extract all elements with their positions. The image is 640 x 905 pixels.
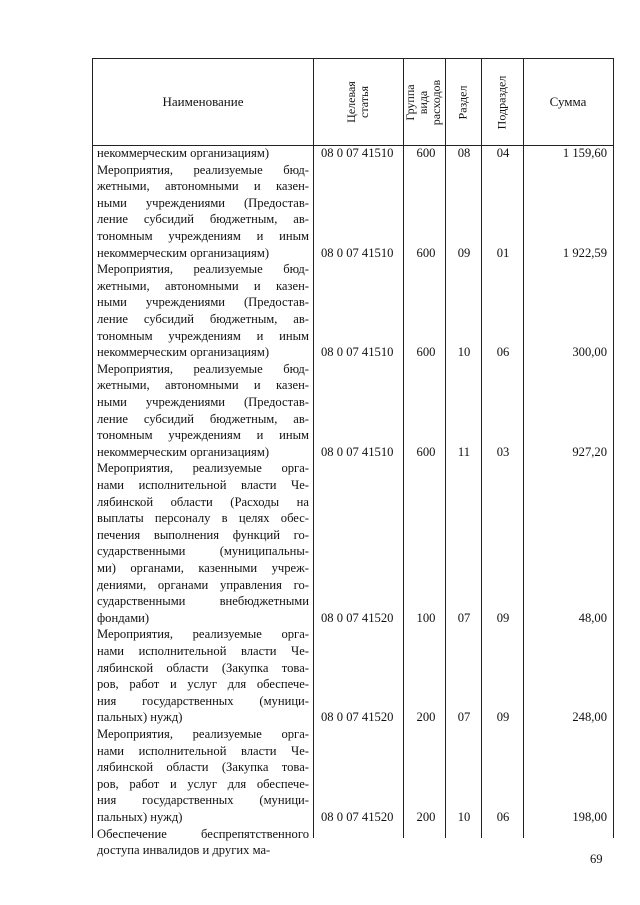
row-target-article: 08 0 07 41510 xyxy=(321,245,394,260)
row-name-line: лябинской области (Закупка това- xyxy=(97,660,309,675)
row-section: 07 xyxy=(457,610,471,625)
row-name-line: печения выполнения функций го- xyxy=(97,527,309,542)
row-amount: 1 922,59 xyxy=(562,245,607,260)
row-name-line: ление субсидий бюджетным, ав- xyxy=(97,411,309,426)
row-section: 10 xyxy=(457,345,471,360)
row-name-line: фондами) xyxy=(97,610,150,625)
row-amount: 248,00 xyxy=(572,710,607,725)
row-name-line: Обеспечение беспрепятственного xyxy=(97,826,309,841)
row-subsection: 06 xyxy=(496,345,510,360)
row-section: 10 xyxy=(457,810,471,824)
row-name-line: ния государственных (муници- xyxy=(97,693,309,708)
row-name-line: некоммерческим организациям) xyxy=(97,245,270,260)
row-name-line: лябинской области (Расходы на xyxy=(97,494,309,509)
row-subsection: 03 xyxy=(496,444,510,459)
header-section-text: Раздел xyxy=(455,85,470,119)
row-name-line: сударственными внебюджетными xyxy=(97,594,309,609)
row-name-line: ление субсидий бюджетным, ав- xyxy=(97,212,309,227)
row-subsection: 06 xyxy=(496,810,510,824)
row-name-line: Мероприятия, реализуемые орга- xyxy=(97,461,309,476)
page-number: 69 xyxy=(590,852,603,866)
row-expense-group: 600 xyxy=(416,345,436,360)
header-target-article xyxy=(313,59,403,145)
row-expense-group: 200 xyxy=(416,810,436,824)
header-subsection xyxy=(481,59,523,145)
row-name-line: Мероприятия, реализуемые бюд- xyxy=(97,162,309,177)
row-amount: 198,00 xyxy=(572,810,607,824)
row-name-line: доступа инвалидов и других ма- xyxy=(97,843,271,858)
row-expense-group: 600 xyxy=(416,444,436,459)
row-name-line: Мероприятия, реализуемые орга- xyxy=(97,627,309,642)
header-target-article-text: Целевая статья xyxy=(344,81,371,123)
row-name-line: нами исполнительной власти Че- xyxy=(97,478,309,492)
row-name-line: Мероприятия, реализуемые орга- xyxy=(97,727,309,741)
row-name-line: сударственными (муниципальны- xyxy=(97,544,309,559)
row-subsection: 09 xyxy=(496,610,510,625)
row-name-line: некоммерческим организациям) xyxy=(97,345,270,360)
row-name-line: некоммерческим организациям) xyxy=(97,444,270,459)
row-name-line: тономным учреждениям и иным xyxy=(97,428,309,443)
row-expense-group: 100 xyxy=(416,610,436,625)
row-target-article: 08 0 07 41520 xyxy=(321,710,394,725)
row-name-line: лябинской области (Закупка това- xyxy=(97,760,309,775)
row-name-line: ров, работ и услуг для обеспече- xyxy=(97,776,309,791)
row-section: 07 xyxy=(457,710,471,725)
row-subsection: 09 xyxy=(496,710,510,725)
header-name: Наименование xyxy=(162,94,244,109)
column-divider xyxy=(481,58,482,838)
header-expense-group-text: Группа вида расходов xyxy=(403,79,444,125)
row-expense-group: 200 xyxy=(416,710,436,725)
row-name-line: нами исполнительной власти Че- xyxy=(97,644,309,658)
row-name-line: ными учреждениями (Предостав- xyxy=(97,395,309,409)
row-name-line: ными учреждениями (Предостав- xyxy=(97,195,309,210)
row-name-line: пальных) нужд) xyxy=(97,810,183,824)
row-name-line: выплаты персоналу в целях обес- xyxy=(97,511,309,526)
row-section: 08 xyxy=(457,146,471,160)
row-name-line: тономным учреждениям и иным xyxy=(97,328,309,343)
row-name-line: ми) органами, казенными учреж- xyxy=(97,561,309,575)
row-expense-group: 600 xyxy=(416,146,436,160)
row-name-line: Мероприятия, реализуемые бюд- xyxy=(97,262,309,277)
row-target-article: 08 0 07 41510 xyxy=(321,345,394,360)
row-section: 09 xyxy=(457,245,471,260)
row-name-line: ными учреждениями (Предостав- xyxy=(97,295,309,310)
row-name-line: ров, работ и услуг для обеспече- xyxy=(97,677,309,692)
header-amount: Сумма xyxy=(549,94,587,109)
row-target-article: 08 0 07 41520 xyxy=(321,610,394,625)
row-name-line: некоммерческим организациям) xyxy=(97,146,270,160)
row-name-line: тономным учреждениям и иным xyxy=(97,229,309,243)
row-name-line: пальных) нужд) xyxy=(97,710,183,725)
row-name-line: жетными, автономными и казен- xyxy=(97,378,309,393)
row-name-line: ление субсидий бюджетным, ав- xyxy=(97,312,309,326)
column-divider xyxy=(403,58,404,838)
row-amount: 927,20 xyxy=(572,444,607,459)
column-divider xyxy=(523,58,524,838)
table-header xyxy=(93,58,613,146)
row-expense-group: 600 xyxy=(416,245,436,260)
row-subsection: 04 xyxy=(496,146,510,160)
row-target-article: 08 0 07 41510 xyxy=(321,146,394,160)
row-target-article: 08 0 07 41510 xyxy=(321,444,394,459)
row-name-line: дениями, органами управления го- xyxy=(97,577,309,592)
column-divider xyxy=(313,58,314,838)
header-expense-group xyxy=(403,59,445,145)
row-name-line: ния государственных (муници- xyxy=(97,793,309,808)
row-name-line: жетными, автономными и казен- xyxy=(97,278,309,293)
row-name-line: Мероприятия, реализуемые бюд- xyxy=(97,361,309,376)
row-target-article: 08 0 07 41520 xyxy=(321,810,394,824)
row-section: 11 xyxy=(457,444,471,459)
row-subsection: 01 xyxy=(496,245,510,260)
row-amount: 1 159,60 xyxy=(562,146,607,160)
header-subsection-text: Подраздел xyxy=(494,75,509,129)
budget-table xyxy=(92,58,614,858)
header-section xyxy=(445,59,481,145)
row-name-line: нами исполнительной власти Че- xyxy=(97,743,309,758)
row-amount: 300,00 xyxy=(572,345,607,360)
row-amount: 48,00 xyxy=(578,610,607,625)
row-name-line: жетными, автономными и казен- xyxy=(97,179,309,194)
